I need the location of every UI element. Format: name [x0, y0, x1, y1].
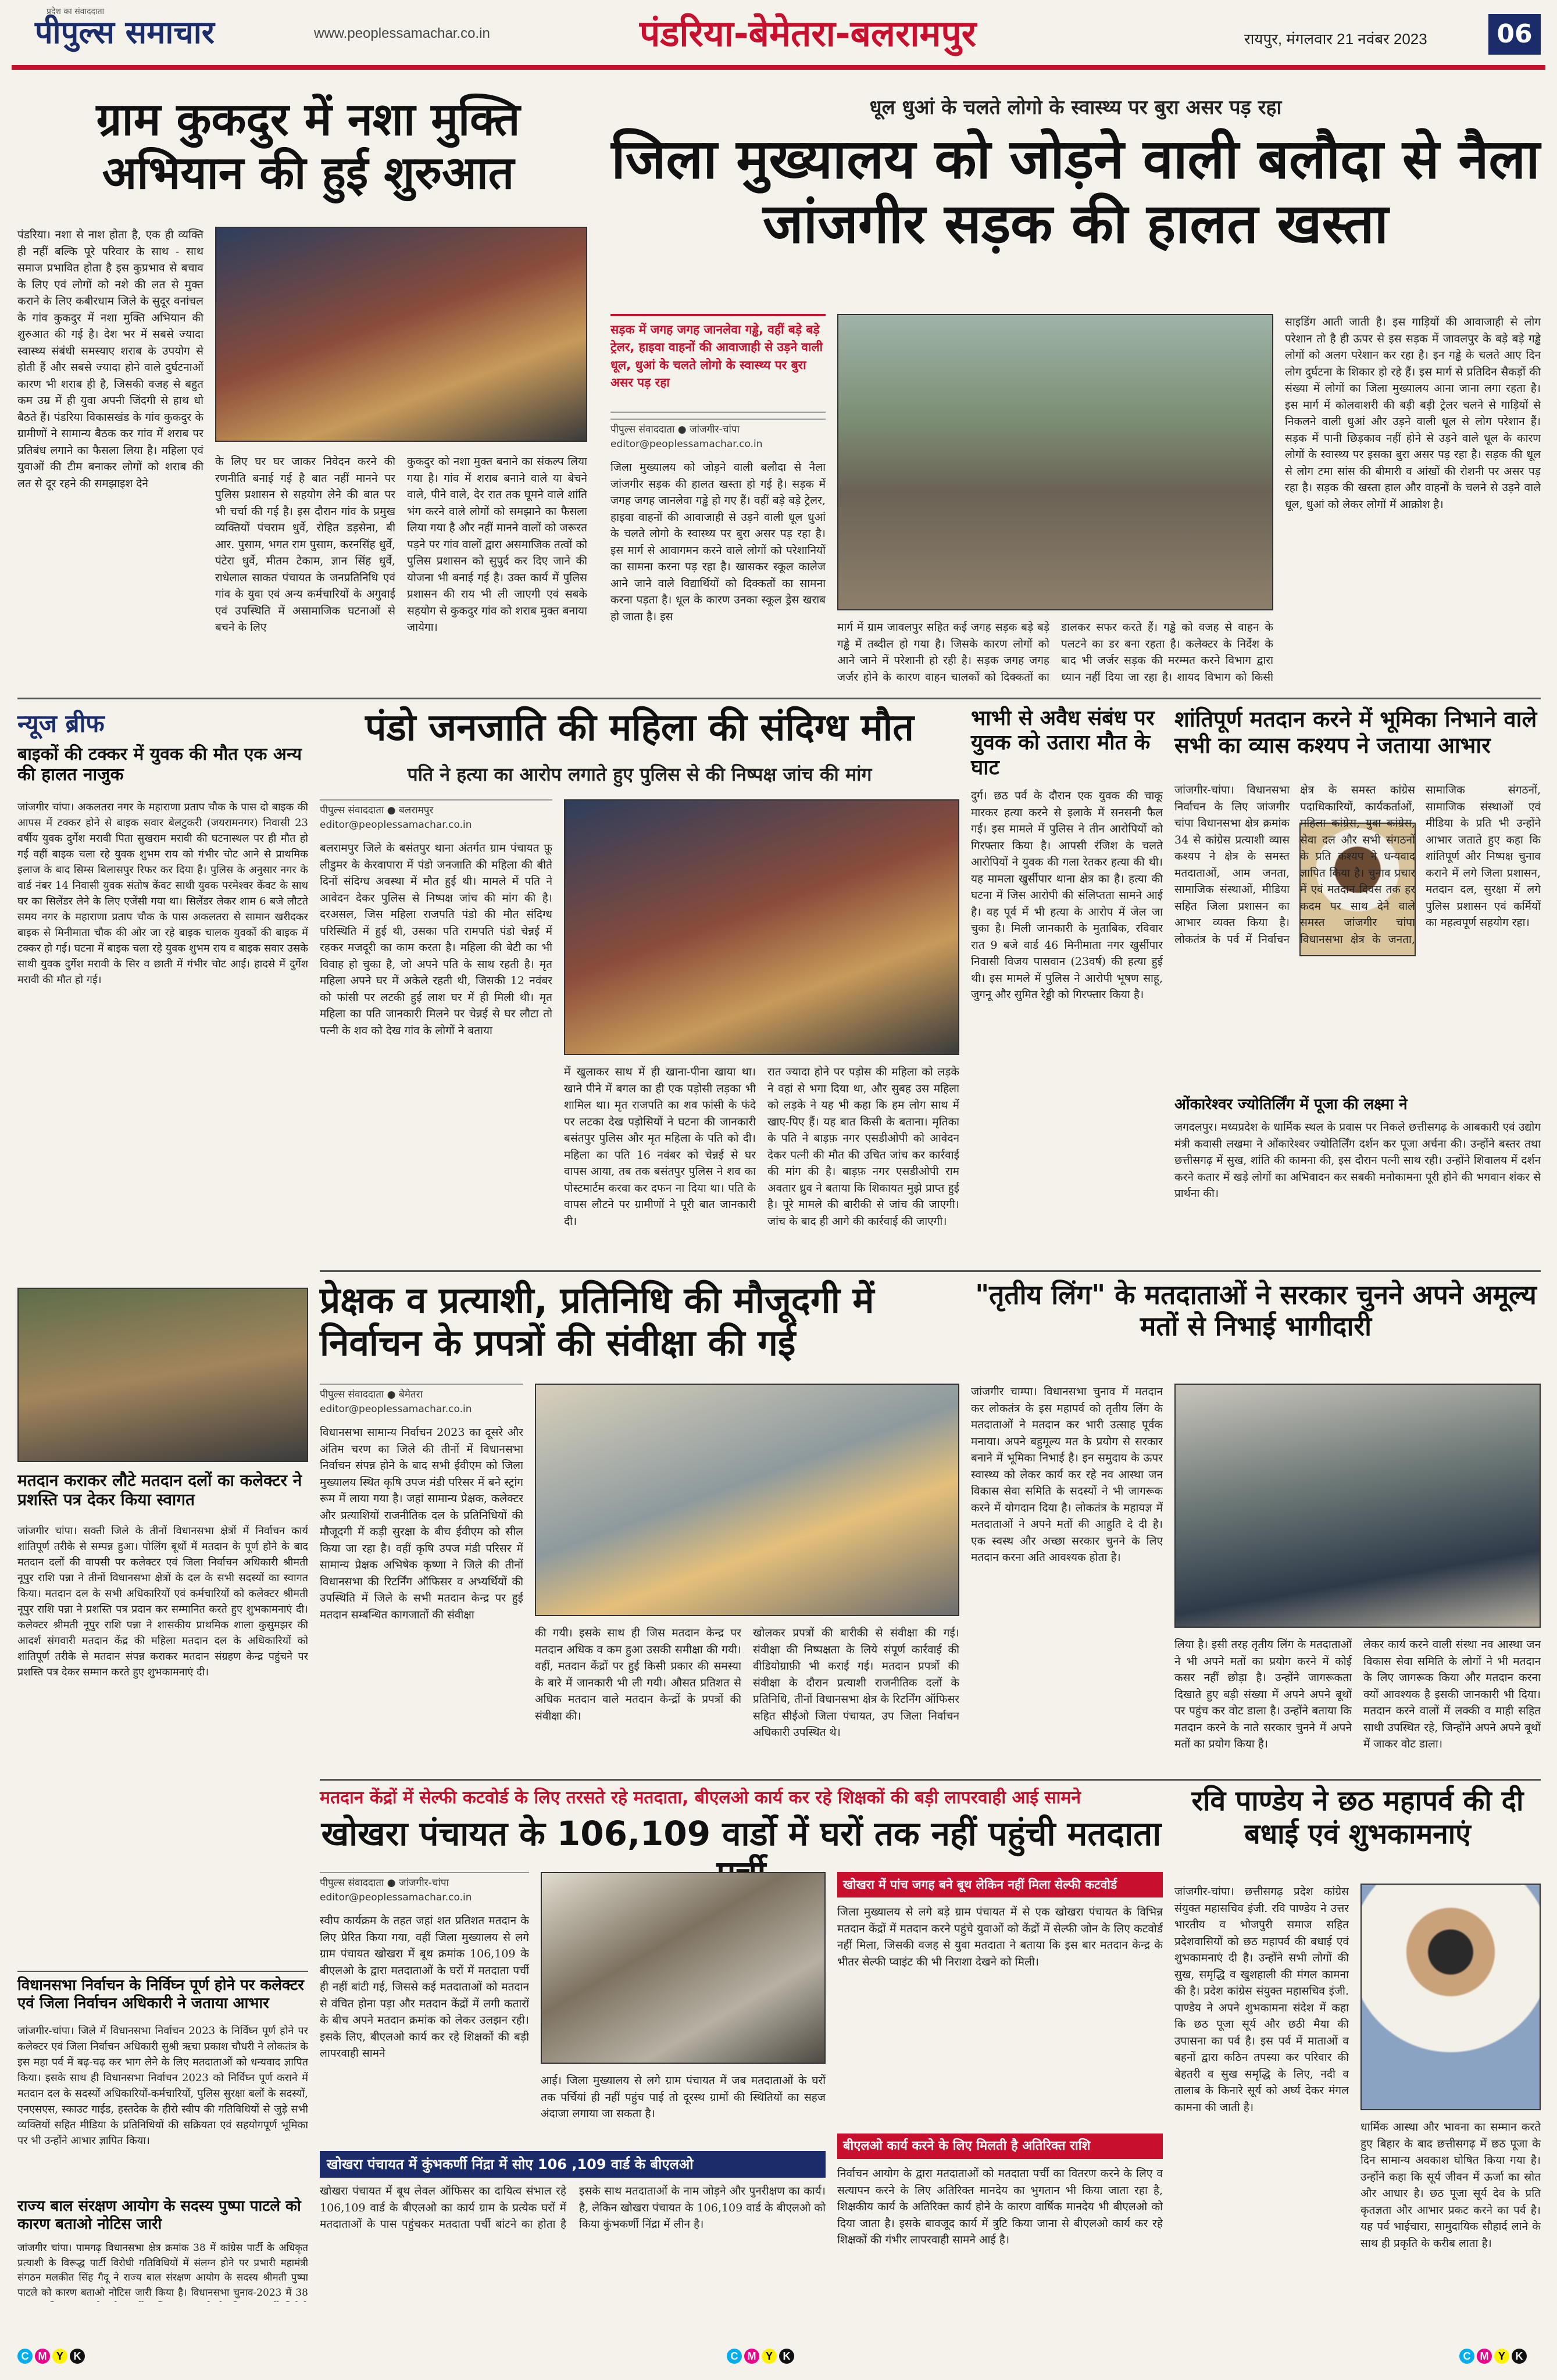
story-body-col3: कुकदुर को नशा मुक्त बनाने का संकल्प लिया गया है। गांव में शराब बनाने वाले या बेचने वाले, पीने वाले, देर रात तक घूमने वाले शांति भंग करने वाले लोगों को समझाने का फैसला लिया गया है और नहीं मानने वालों को जरूरत पड़ने पर गांव वालों द्वारा असमाजिक तत्वों को पुलिस प्रशासन को सुपुर्द कर दिए जाने की योजना भी बनाई गई है। उक्त कार्य में पुलिस प्रशासन की राय भी ली जाएगी एवं सबके सहयोग से कुकदुर गांव को शराब मुक्त बनाया जायेगा। [407, 455, 587, 634]
voters-photo [1174, 1384, 1541, 1628]
brief-4-headline: राज्य बाल संरक्षण आयोग के सदस्य पुष्पा पाटले को कारण बताओ नोटिस जारी [17, 2197, 301, 2233]
logo-tagline: प्रदेश का संवाददाता [47, 7, 105, 16]
highlight-text: सड़क में जगह जगह जानलेवा गड्ढे, वहीं बड़े बड़े ट्रेलर, हाइवा वाहनों की आवाजाही से उड़ने वाली धूल, धुआं के चलते लोगो के स्वास्थ्य पर बुरा असर पड़ रहा [610, 323, 823, 390]
section-divider [17, 698, 1541, 699]
headline: रवि पाण्डेय ने छठ महापर्व की दी बधाई एवं शुभकामनाएं [1191, 1785, 1524, 1850]
headline: प्रेक्षक व प्रत्याशी, प्रतिनिधि की मौजूदगी में निर्वाचन के प्रपत्रों की संवीक्षा की गई [320, 1279, 874, 1364]
section-title: पंडरिया-बेमेतरा-बलरामपुर [640, 12, 977, 55]
story-body: दुर्ग। छठ पर्व के दौरान एक युवक की चाकू मारकर हत्या करने से इलाके में सनसनी फैल गई। इस मामले में पुलिस ने तीन आरोपियों को गिरफ्तार किया है। आपसी रंजिश के चलते आरोपियों ने युवक की गला रेतकर हत्या की थी। यह मामला खुर्सीपार थाना क्षेत्र का है। हत्या की घटना में जिस आरोपी की संलिप्तता सामने आई है। वह पूर्व में भी हत्या के आरोप में जेल जा चुका है। मिली जानकारी के मुताबिक, रविवार रात 9 बजे वार्ड 46 मिनीमाता नगर खुर्सीपार निवासी विजय पासवान (23वर्ष) की हत्या हुई थी। इस मामले में पुलिस ने आरोपी भूषण साहू, जुगनू और सुमित रेड्डी को गिरफ्तार किया है। [971, 789, 1163, 1001]
kicker: मतदान केंद्रों में सेल्फी कटवोर्ड के लिए तरसते रहे मतदाता, बीएलओ कार्य कर रहे शिक्षकों की बड़ी लापरवाही आई सामने [320, 1788, 1081, 1808]
cmyk-c: C [17, 2349, 33, 2364]
kicker: धूल धुआं के चलते लोगो के स्वास्थ्य पर बुरा असर पड़ रहा [869, 96, 1282, 119]
story-body-col2: की गयी। इसके साथ ही जिस मतदान केन्द्र पर मतदान अधिक व कम हुआ उसकी समीक्षा की गयी। वहीं, मतदान केंद्रों पर हुई किसी प्रकार की समस्या के बारे में जानकारी भी ली गयी। औसत प्रतिशत से अधिक मतदान वाले मतदान केन्द्रों के प्रपत्रों की संवीक्षा की। [535, 1627, 741, 1723]
story-khokhra [320, 1785, 1163, 2302]
polling-team-photo [17, 1288, 308, 1462]
cmyk-m: M [744, 2349, 759, 2364]
subhead-band-3: बीएलओ कार्य करने के लिए मिलती है अतिरिक्त राशि [837, 2134, 1163, 2159]
story-pando-death [320, 706, 959, 1264]
byline: पीपुल्स संवाददाता ● जांजगीर-चांपा [610, 419, 826, 435]
brief-2-headline: मतदान कराकर लौटे मतदान दलों का कलेक्टर ने प्रशस्ति पत्र देकर किया स्वागत [17, 1471, 302, 1510]
band-3-body: निर्वाचन आयोग के द्वारा मतदाताओं को मतदाता पर्ची का वितरण करने के लिए व सत्यापन करने के लिए अतिरिक्त मानदेय का भुगतान भी किया जाता रहा है, शिक्षकीय कार्य के अतिरिक्त कार्य होने के कारण वार्षिक मानदेय भी बीएलओ को दिया जाता है। इसके बावजूद कार्य में त्रुटि किया जाना से बीएलओ कार्य कर रहे शिक्षकों की गंभीर लापरवाही सामने आई है। [837, 2167, 1163, 2246]
subhead-band-2: खोखरा में पांच जगह बने बूथ लेकिन नहीं मिला सेल्फी कटवोर्ड [837, 1872, 1163, 1897]
cmyk-m: M [35, 2349, 50, 2364]
road-dust-photo [837, 314, 1273, 610]
masthead-rule [12, 65, 1545, 70]
story-body-col3: डालकर सफर करते हैं। गड्ढे को वजह से वाहन के पलटने का डर बना रहता है। कलेक्टर के निर्देश के बाद भी जर्जर सड़क की मरम्मत करने विभाग द्वारा ध्यान नहीं दिया जा रहा है। शायद विभाग को किसी [1061, 621, 1273, 684]
headline: भाभी से अवैध संबंध पर युवक को उतारा मौत के घाट [971, 706, 1155, 780]
section-divider [320, 1270, 1541, 1272]
brief-2-body: जांजगीर चांपा। सक्ती जिले के तीनों विधानसभा क्षेत्रों में निर्वाचन कार्य शांतिपूर्ण तरीके से सम्पन्न हुआ। पोलिंग बूथों में मतदान के पूर्ण होने के बाद मतदान दलों की वापसी पर कलेक्टर एवं जिला निर्वाचन अधिकारी श्रीमती नूपुर राशि पन्ना ने तीनों विधानसभा क्षेत्रों के दल के सभी सदस्यों का स्वागत किया। मतदान दल के सभी अधिकारियों एवं कर्मचारियों को कलेक्टर श्रीमती नूपुर राशि पन्ना ने प्रशस्ति पत्र प्रदान कर सम्मानित करते हुए शुभकामनाएं दी। कलेक्टर श्रीमती नूपुर राशि पन्ना ने शासकीय प्राथमिक शाला कुसुमझर की आदर्श संगवारी मतदान केंद्र की महिला मतदान दल के अधिकारियों को शांतिपूर्ण तरीके से मतदान संपन्न कराकर मतदान संग्रहण केन्द्र पहुंचने पर प्रशस्ति पत्र देकर सम्मान करते हुए शुभकामनाएं दी। [17, 1525, 308, 1678]
leader-portrait [1360, 1884, 1541, 2110]
story-ravi-pandey [1174, 1785, 1541, 2302]
highlight-box [610, 314, 826, 413]
story-body-col1: जांजगीर-चांपा। छत्तीसगढ़ प्रदेश कांग्रेस संयुक्त महासचिव इंजी. रवि पाण्डेय ने उत्तर भारतीय व भोजपुरी समाज सहित प्रदेशवासियों को छठ महापर्व की बधाई एवं शुभकामनाएं दी है। उन्होंने सभी लोगों की सुख, समृद्धि व खुशहाली की मंगल कामना की है। प्रदेश कांग्रेस संयुक्त महासचिव इंजी. पाण्डेय ने अपने शुभकामना संदेश में कहा कि छठ पूजा सूर्य और छठी मैया की उपासना का पर्व है। इस पर्व में माताओं व बहनों द्वारा कठिन तपस्या कर परिवार की बेहतरी व सुख समृद्धि के लिए, नदी व तालाब के किनारे सूर्य को अर्घ्य देकर मंगल कामना की जाती है। [1174, 1885, 1349, 2114]
story-nasha-mukti [17, 81, 599, 692]
cmyk-k: K [70, 2349, 85, 2364]
section-divider [320, 1779, 1541, 1781]
headline: शांतिपूर्ण मतदान करने में भूमिका निभाने वाले सभी का व्यास कश्यप ने जताया आभार [1174, 706, 1537, 758]
story-vyas-kashyap [1174, 706, 1541, 1264]
email[interactable]: editor@peoplessamachar.co.in [320, 1892, 472, 1903]
brief-1-headline: बाइकों की टक्कर में युवक की मौत एक अन्य की हालत नाजुक [17, 744, 302, 785]
byline: पीपुल्स संवाददाता ● बेमेतरा [320, 1384, 523, 1400]
news-brief-title-a: न्यूज [17, 709, 57, 738]
story-body-col2: लिया है। इसी तरह तृतीय लिंग के मतदाताओं ने भी अपने मतों का प्रयोग करने में कोई कसर नहीं छोड़ा है। उन्होंने जागरूकता दिखाते हुए बड़ी संख्या में अपने अपने बूथों पर पहुंच कर वोट डाला है। उन्होंने बताया कि मतदान करने के नाते सरकार चुनने में अपने मतों का प्रयोग किया है। [1174, 1638, 1352, 1750]
story-body-col1: पंडरिया। नशा से नाश होता है, एक ही व्यक्ति ही नहीं बल्कि पूरे परिवार के साथ - साथ समाज प्रभावित होता है इस कुप्रभाव से बचाव के लिए एवं लोगों को नशे की लत से मुक्त कराने के लिए कबीरधाम जिले के सुदूर वनांचल के गांव कुकदुर में नशा मुक्ति अभियान की शुरुआत की गई है। देश भर में सबसे ज्यादा स्वास्थ्य संबंधी समस्याए शराब के उपयोग से होती हैं और सबसे ज्यादा होने वाले दुर्घटनाओं कारण भी शराब ही है, जिसकी वजह से बहुत कम उम्र में ही युवा अपनी जिंदगी से हाथ धो बैठते हैं। पंडरिया विकासखंड के गांव कुकदुर के ग्रामीणों ने सामान्य बैठक कर गांव में शराब पर प्रतिबंध लगाने का फैसला लिया है। महिला एवं युवाओं की टीम बनाकर लोगों को शराब की लत से दूर रहने की समझाइश देने [17, 228, 203, 490]
sub-body: जगदलपुर। मध्यप्रदेश के धार्मिक स्थल के प्रवास पर निकले छत्तीसगढ़ के आबकारी एवं उद्योग मंत्री कवासी लखमा ने ओंकारेश्वर ज्योतिर्लिंग दर्शन कर पूजा अर्चना की। उन्होंने बस्तर तथा छत्तीसगढ़ में सुख, शांति की कामना की, इस दौरान पत्नी साथ रही। उन्होंने शिवालय में दर्शन करने कतार में खड़े लोगों का अभिवादन कर सबकी मनोकामना पूरी होने की भगवान शंकर से प्रार्थना की। [1174, 1121, 1541, 1200]
masthead [12, 5, 1545, 66]
cmyk-mark-left [17, 2349, 87, 2364]
story-body-col3: लेकर कार्य करने वाली संस्था नव आस्था जन विकास सेवा समिति के लोगों ने भी मतदान के लिए जागरूक किया और मतदान करना क्यों आवश्यक है इसकी जानकारी भी दिया। मतदान करने वालों में लक्की व माही सहित साथी उपस्थित रहे, जिन्होंने अपने अपने बूथों में जाकर वोट डाला। [1363, 1638, 1541, 1750]
headline: ग्राम कुकदुर में नशा मुक्ति अभियान की हुई शुरुआत [96, 94, 520, 200]
brief-1-body: जांजगीर चांपा। अकलतरा नगर के महाराणा प्रताप चौक के पास दो बाइक की आपस में टक्कर होने से बाइक सवार बेलटुकरी (जयरामनगर) निवासी 23 वर्षीय युवक दुर्गेश मरावी पिता सुखराम मरावी की घटनास्थल पर ही मौत हो गई वहीं बाइक चला रहे युवक शुभम राय को गंभीर चोट आने से प्राथमिक इलाज के बाद सिम्स बिलासपुर रिफर कर दिया है। पुलिस के अनुसार नगर के वार्ड नंबर 14 निवासी युवक संतोष केंवट साथी युवक परमेश्वर केंवट के साथ घर का सिलेंडर लेने के लिए एजेंसी गया था। सिलेंडर लेकर शाम 6 बजे लौटते समय नगर के महाराणा प्रताप चौक के पास अकलतरा से सामान खरीदकर बाइक से मिनीमाता चौक की ओर जा रहे बाइक चालक युवकों की बाइक में टक्कर हो गई। घटना में बाइक चला रहे युवक शुभम राय व बाइक सवार उसके साथी युवक दुर्गेश मरावी के सिर व छाती में गंभीर चोट आई। हादसे में दुर्गेश मरावी की मौत हो गई। [17, 801, 308, 986]
story-body-col1: जांजगीर चाम्पा। विधानसभा चुनाव में मतदान कर लोकतंत्र के इस महापर्व को तृतीय लिंग के मतदाताओं ने मतदान कर भारी उत्साह पूर्वक मनाया। अपने बहुमूल्य मत के प्रयोग से सरकार बनाने में भूमिका निभाई है। इन समुदाय के ऊपर स्वास्थ्य को लेकर कार्य कर रहे नव आस्था जन विकास सेवा समिति के सदस्यों ने भी जागरूक करने में योगदान दिया है। लोकतंत्र के महायज्ञ में मतदाताओं ने अपने मतों की आहुति दे दी है। एक स्वस्थ और अच्छा सरकार चुनने के लिए मतदान करना अति आवश्यक होता है। [971, 1385, 1163, 1564]
subhead: पति ने हत्या का आरोप लगाते हुए पुलिस से की निष्पक्ष जांच की मांग [407, 763, 872, 785]
story-murder [971, 706, 1163, 1264]
dateline: रायपुर, मंगलवार 21 नवंबर 2023 [1244, 30, 1427, 48]
story-body-col3: खोलकर प्रपत्रों की बारीकी से संवीक्षा की गई। संवीक्षा की निष्पक्षता के लिये संपूर्ण कार्रवाई की वीडियोग्राफ़ी भी कराई गई। मतदान प्रपत्रों की संवीक्षा के दौरान प्रत्याशी राजनीतिक दलों के प्रतिनिधि, तीनों विधानसभा क्षेत्र के रिटर्निंग ऑफिसर सहित सीईओ जिला पंचायत, उप जिला निर्वाचन अधिकारी उपस्थित थे। [753, 1627, 959, 1739]
headline: "तृतीय लिंग" के मतदाताओं ने सरकार चुनने अपने अमूल्य मतों से निभाई भागीदारी [975, 1279, 1537, 1342]
band-2-body: जिला मुख्यालय से लगे बड़े ग्राम पंचायत में से एक खोखरा पंचायत के विभिन्न मतदान केंद्रों में मतदान करने पहुंचे युवाओं को केंद्रों में सेल्फी जोन के लिए कटवोर्ड नहीं मिला, जिसकी वजह से युवा मतदाता ने बताया कि इस बार मतदान केन्द्र के भीतर सेल्फी प्वाइंट की भी निराशा देखने को मिली। [837, 1906, 1163, 1968]
story-body-col1: विधानसभा सामान्य निर्वाचन 2023 का दूसरे और अंतिम चरण का जिले की तीनों में विधानसभा निर्वाचन संपन्न होने के बाद सभी ईवीएम को जिला मुख्यालय स्थित कृषि उपज मंडी परिसर में बने स्ट्रांग रूम में लाया गया है। जहां सामान्य प्रेक्षक, कलेक्टर और प्रत्याशियों राजनीतिक दल के प्रतिनिधियों की मौजूदगी में कड़ी सुरक्षा के बीच ईवीएम को सील किया जा रहा है। वहीं कृषि उपज मंडी परिसर में सामान्य प्रेक्षक अभिषेक कृष्णा ने जिले की तीनों विधानसभा की रिटर्निंग ऑफिसर व अभ्यर्थियों की उपस्थिति में जिले के सभी मतदान केन्द्र पर हुई मतदान सम्बन्धित कागजातों की संवीक्षा [320, 1426, 523, 1621]
brief-divider [17, 1971, 308, 1972]
cmyk-c: C [727, 2349, 742, 2364]
headline: जिला मुख्यालय को जोड़ने वाली बलौदा से नैला जांजगीर सड़क की हालत खस्ता [611, 128, 1540, 256]
logo: पीपुल्स समाचार [35, 14, 215, 51]
cmyk-mark-right [1459, 2349, 1529, 2364]
email[interactable]: editor@peoplessamachar.co.in [320, 819, 472, 831]
headline: खोखरा पंचायत के 106,109 वार्डो में घरों तक नहीं पहुंची मतदाता [321, 1814, 1162, 1853]
site-url[interactable]: www.peoplessamachar.co.in [314, 26, 490, 41]
headline: पंडो जनजाति की महिला की संदिग्ध मौत [365, 706, 914, 749]
story-scrutiny [320, 1279, 959, 1773]
brief-3-body: जांजगीर-चांपा। जिले में विधानसभा निर्वाचन 2023 के निर्विघ्न पूर्ण होने पर कलेक्टर एवं जिला निर्वाचन अधिकारी सुश्री ऋचा प्रकाश चौधरी ने लोकतंत्र के इस महा पर्व में बढ़-चढ़ कर भाग लेने के लिए मतदाताओं को धन्यवाद ज्ञापित किया। इसके साथ ही विधानसभा निर्वाचन 2023 को निर्विघ्न पूर्ण कराने में मतदान दल के सदस्यों अधिकारियों-कर्मचारियों, पुलिस सुरक्षा बलों के सदस्यों, एनएसएस, स्काउट गाईड, हस्तदेक के हीरो स्वीप की गतिविधियों से जुड़े सभी व्यक्तियों सहित मीडिया के प्रतिनिधियों की सक्रियता एवं सहयोगपूर्ण भूमिका पर भी उन्होंने आभार ज्ञापित किया। [17, 2025, 308, 2147]
brief-3-headline: विधानसभा निर्वाचन के निर्विघ्न पूर्ण होने पर कलेक्टर एवं जिला निर्वाचन अधिकारी ने जताया आभार [17, 1977, 304, 2012]
story-body-col1: स्वीप कार्यक्रम के तहत जहां शत प्रतिशत मतदान के लिए प्रेरित किया गया, वहीं जिला मुख्यालय से लगे ग्राम पंचायत खोखरा में बूथ क्रमांक 106,109 के बीएलओ के द्वारा मतदाताओं के घरों में मतदाता पर्ची ही नहीं बांटी गई, जिससे कई मतदाताओं को मतदान से वंचित होना पड़ा और मतदान केंद्रों में लगी कतारों के बीच अपने मतदान क्रमांक को लेकर उलझन रही। इसके लिए, बीएलओ कार्य कर रहे शिक्षकों की बड़ी लापरवाही सामने [320, 1914, 529, 2060]
story-body-col3: रात ज्यादा होने पर पड़ोस की महिला को लड़के ने वहां से भगा दिया था, और सुबह उस महिला को लड़के ने यह भी कहा कि हम लोग साथ में खाए-पिए हैं। यह बात किसी के बताना। मृतिका के पति ने बाड़फ़ नगर एसडीओपी को आवेदन देकर पत्नी की मौत की उचित जांच कर कार्रवाई की मांग की है। बाड़फ़ नगर एसडीओपी राम अवतार ध्रुव ने बताया कि शिकायत मुझे प्राप्त हुई है। पूरे मामले की बारीकी से जांच की जाएगी। जांच के बाद ही आगे की कार्रवाई की जाएगी। [767, 1066, 959, 1228]
email[interactable]: editor@peoplessamachar.co.in [610, 438, 763, 450]
villagers-photo [564, 799, 959, 1055]
story-body: जांजगीर-चांपा। विधानसभा निर्वाचन के लिए जांजगीर चांपा विधानसभा क्षेत्र क्रमांक 34 से कांग्रेस प्रत्याशी व्यास कश्यप ने क्षेत्र के समस्त मतदाताओं, आम जनता, सामाजिक संस्थाओं, मीडिया सहित जिला प्रशासन का आभार व्यक्त किया है। लोकतंत्र के पर्व में निर्वाचन क्षेत्र के समस्त कांग्रेस पदाधिकारियों, कार्यकर्ताओं, महिला कांग्रेस, युवा कांग्रेस, सेवा दल और सभी संगठनों के प्रति कश्यप ने धन्यवाद ज्ञापित किया है। चुनाव प्रचार में एवं मतदान दिवस तक हर कदम पर साथ देने वाले समस्त जांजगीर चांपा विधानसभा क्षेत्र के जनता, सामाजिक संगठनों, सामाजिक संस्थाओं एवं मीडिया के प्रति भी उन्होंने आभार जताते हुए कहा कि शांतिपूर्ण और निष्पक्ष चुनाव कराने में लगे जिला प्रशासन, मतदान दल, सुरक्षा में लगे पुलिस प्रशासन एवं कर्मियों का महत्वपूर्ण सहयोग रहा। [1174, 784, 1541, 946]
story-body-col1: बलरामपुर जिले के बसंतपुर थाना अंतर्गत ग्राम पंचायत फ़ू लीडुमर के केरवापारा में पंडो जनजाति की महिला की बीते दिनों संदिग्ध अवस्था में मौत हुई थी। मामले में पति ने आवेदन देकर पुलिस से निष्पक्ष जांच की मांग की है। दरअसल, जिस महिला राजपति पंडो की मौत संदिग्ध परिस्थिति में हुई थी, उसका पति रामपति पंडो चेन्नई में रहकर मजदूरी का काम करता है। महिला की बेटी का भी विवाह हो चुका है, जो अपने पति के साथ रहती है। मृत महिला अपने घर में अकेले रहती थी, जिसकी 12 नवंबर को फांसी पर लटकी हुई लाश घर में ही मिली थी। मृत महिला का पति जानकारी मिलने पर चेन्नई से घर लौटा तो पत्नी के शव को देख गांव के लोगों ने बताया [320, 842, 552, 1037]
band-1-body: खोखरा पंचायत में बूथ लेवल ऑफिसर का दायित्व संभाल रहे 106,109 वार्ड के बीएलओ का कार्य ग्राम के प्रत्येक घरों में मतदाताओं के पास पहुंचकर मतदाता पर्ची बांटने का होता है इसके साथ मतदाताओं के नाम जोड़ने और पुनरीक्षण का कार्य। है, लेकिन खोखरा पंचायत के 106,109 वार्ड के बीएलओ को किया कुंभकर्णी निंद्रा में लीन है। [320, 2185, 826, 2231]
news-brief-column [17, 706, 308, 2302]
story-body-col4: साइडिंग आती जाती है। इस गाड़ियों की आवाजाही से लोग परेशान तो है ही ऊपर से इस सड़क में जावलपुर के बड़े बड़े गड्ढे लोगों को अलग परेशान कर रहा है। इन गड्ढे के चलते आए दिन लोग दुर्घटना के शिकार हो रहे हैं। इस मार्ग से प्रतिदिन सैकड़ों की संख्या में लोगों का जिला मुख्यालय आना जाना लगा रहता है। इस मार्ग में कोलवाशरी की बड़ी बड़ी ट्रेलर चलने से गाड़ियों से निकलने वाली धुआं और उड़ने वाली धूल से लोग परेशान हैं। सड़क में पानी छिड़काव नहीं होने से उड़ने वाले धूल के कारण लोगों के स्वास्थ्य पर इसका बुरा असर पड़ रहा है। सड़क की धूल से लोग टमा सांस की बीमारी व आंखों की रोशनी पर असर पड़ रहा है। सड़क की खस्ता हाल और वाहनों के चलने से उड़ने वाले धूल, धुआं को लेकर लोगों में आक्रोश है। [1285, 316, 1541, 511]
story-body-col2: में खुलाकर साथ में ही खाना-पीना खाया था। खाने पीने में बगल का ही एक पड़ोसी लड़का भी शामिल था। मृत राजपति का शव फांसी के फंदे पर लटका देख पड़ोसियों ने घटना की जानकारी बसंतपुर पुलिस और मृत महिला के पति को दी। महिला का पति 16 नवंबर को चेन्नई से घर वापस आया, तब तक बसंतपुर पुलिस ने शव का पोस्टमार्टम करवा कर दफन ना दिया था। पति के वापस लौटने पर ग्रामीणों ने पूरी बात जानकारी दी। [564, 1066, 756, 1228]
cmyk-y: Y [52, 2349, 67, 2364]
story-body-col2: धार्मिक आस्था और भावना का सम्मान करते हुए बिहार के बाद छत्तीसगढ़ में छठ पूजा के दिन सामान्य अवकाश घोषित किया गया है। उन्होंने कहा कि सूर्य जीवन में ऊर्जा का स्रोत और आधार है। छठ पूजा सूर्य देव के प्रति कृतज्ञता और आभार प्रकट करने का पर्व है। यह पर्व भाईचारा, सामुदायिक सौहार्द लाने के साथ ही प्रकृति के करीब लाता है। [1360, 2121, 1541, 2250]
story-body-col1: जिला मुख्यालय को जोड़ने वाली बलौदा से नैला जांजगीर सड़क की हालत खस्ता हो गई है। सड़क में जगह जगह जानलेवा गड्ढे हो गए हैं। वहीं बड़े बड़े ट्रेलर, हाइवा वाहनों की आवाजाही से उड़ने वाली धूल धुआं के चलते लोगो के स्वास्थ्य पर बुरा असर पड़ रहा है। इस मार्ग से आवागमन करने वाले लोगों को परेशानियों का सामना करना पड़ रहा है। खासकर स्कूल कालेज आने जाने वाले विद्यार्थियों को दिक्कतों का सामना करना पड़ता है। धूल के कारण उनका स्कूल ड्रेस खराब हो जाता है। इस [610, 461, 826, 623]
sub-headline: ओंकारेश्वर ज्योतिर्लिंग में पूजा की लक्ष्मा ने [1174, 1096, 1408, 1113]
evm-scrutiny-photo [535, 1384, 959, 1616]
news-brief-title-b: ब्रीफ [65, 709, 105, 738]
story-body-col2: आई। जिला मुख्यालय से लगे ग्राम पंचायत में जब मतदाताओं के घरों तक पर्चियां ही नहीं पहुंच पाई तो दूरस्थ ग्रामों की स्थितियों का सहज अंदाजा लगाया जा सकता है। [541, 2074, 826, 2120]
cmyk-y: Y [762, 2349, 777, 2364]
story-body-col2: मार्ग में ग्राम जावलपुर सहित कई जगह सड़क बड़े बड़े गड्ढे में तब्दील हो गया है। जिसके कारण लोगों को आने जाने में परेशानी हो रही है। सड़क जगह जगह जर्जर होने के कारण वाहन चालकों को दिक्कतों का [837, 621, 1049, 684]
news-brief-title [17, 706, 105, 739]
cmyk-mark-center [727, 2349, 797, 2364]
cmyk-c: C [1459, 2349, 1474, 2364]
page-number: 06 [1488, 14, 1541, 55]
brief-4-body: जांजगीर चांपा। पामगढ़ विधानसभा क्षेत्र क्रमांक 38 में कांग्रेस पार्टी के अधिकृत प्रत्याशी के विरूद्ध पार्टी विरोधी गतिविधियों में संलग्न होने पर प्रभारी महामंत्री संगठन मलकीत सिंह गैदू ने राज्य बाल संरक्षण आयोग के सदस्य श्रीमती पुष्पा पाटले को कारण बताओ नोटिस जारी किया है। विधानसभा चुनाव-2023 में 38 [17, 2242, 308, 2299]
village-meeting-photo [215, 227, 587, 442]
cmyk-k: K [779, 2349, 794, 2364]
cmyk-k: K [1512, 2349, 1527, 2364]
story-third-gender [971, 1279, 1541, 1773]
email[interactable]: editor@peoplessamachar.co.in [320, 1403, 472, 1415]
story-road-condition [610, 81, 1541, 692]
subhead-band-1: खोखरा पंचायत में कुंभकर्णी निंद्रा में सोए 106 ,109 वार्ड के बीएलओ [320, 2151, 826, 2178]
byline: पीपुल्स संवाददाता ● जांजगीर-चांपा [320, 1872, 529, 1889]
byline: पीपुल्स संवाददाता ● बलरामपुर [320, 799, 552, 816]
elder-voter-photo [541, 1872, 826, 2064]
cmyk-m: M [1477, 2349, 1492, 2364]
cmyk-y: Y [1494, 2349, 1509, 2364]
story-body-col2: के लिए घर घर जाकर निवेदन करने की रणनीति बनाई गई है बात नहीं मानने पर पुलिस प्रशासन से सहयोग लेने की बात पर भी चर्चा की गई है। इस दौरान गांव के प्रमुख व्यक्तियों पंचराम धुर्वे, रोहित डड़सेना, बी आर. पुसाम, भगत राम पुसाम, करनसिंह धुर्वे, पंटेरा धुर्वे, मीतम टेकाम, ज्ञान सिंह धुर्वे, राधेलाल साकत पंचायत के जनप्रतिनिधि एवं गांव के युवा एवं अन्य कर्मचारियों के अगुवाई एवं उपस्थिति में असामाजिक घटनाओं से बचने के लिए [215, 455, 395, 634]
